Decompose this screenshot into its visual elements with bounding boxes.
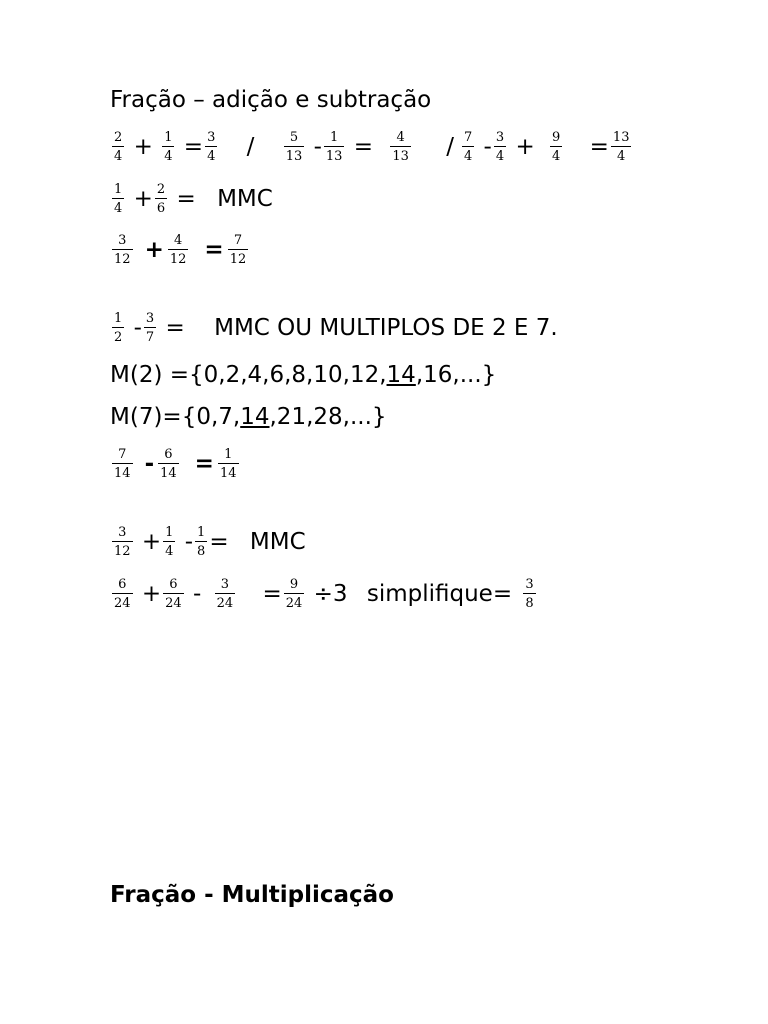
multiples-of-7: M(7)={0,7,14,21,28,...} bbox=[110, 404, 387, 430]
fraction: $\frac{5}{13}$ bbox=[285, 130, 303, 164]
title-addition-subtraction: Fração – adição e subtração bbox=[110, 87, 432, 113]
fraction: $\frac{6}{24}$ bbox=[165, 577, 182, 611]
operator: - bbox=[313, 133, 322, 160]
operator: - bbox=[184, 528, 194, 555]
mmc-label: MMC bbox=[217, 185, 273, 212]
fraction: $\frac{4}{12}$ bbox=[169, 233, 187, 267]
underlined-14: 14 bbox=[240, 404, 270, 430]
fraction: $\frac{1}{4}$ bbox=[114, 182, 123, 216]
equation-row-1 bbox=[110, 131, 633, 163]
operator: + bbox=[133, 185, 153, 212]
equation-row-7 bbox=[110, 448, 241, 480]
fraction: $\frac{2}{6}$ bbox=[156, 182, 166, 216]
operator: - bbox=[483, 133, 492, 160]
equation-row-3 bbox=[110, 234, 250, 266]
mmc-label: MMC bbox=[249, 528, 306, 555]
fraction: $\frac{3}{4}$ bbox=[495, 130, 505, 164]
divide-by-3: ÷3 bbox=[313, 580, 348, 607]
separator: / bbox=[246, 133, 255, 160]
fraction: $\frac{1}{2}$ bbox=[114, 311, 123, 345]
simplify-label: simplifique= bbox=[366, 580, 513, 607]
fraction: $\frac{1}{8}$ bbox=[197, 525, 206, 559]
operator: + bbox=[144, 236, 164, 263]
mmc-multiples-label: MMC OU MULTIPLOS DE 2 E 7. bbox=[214, 314, 558, 341]
operator: = bbox=[194, 450, 214, 477]
fraction: $\frac{7}{4}$ bbox=[463, 130, 473, 164]
equation-row-4 bbox=[110, 312, 558, 344]
fraction: $\frac{3}{12}$ bbox=[114, 525, 131, 559]
operator: - bbox=[133, 314, 142, 341]
equation-row-8 bbox=[110, 526, 306, 558]
operator: + bbox=[515, 133, 535, 160]
operator: = bbox=[209, 528, 229, 555]
operator: = bbox=[165, 314, 185, 341]
fraction: $\frac{13}{4}$ bbox=[612, 130, 630, 164]
fraction: $\frac{3}{7}$ bbox=[145, 311, 155, 345]
multiples-of-2: M(2) ={0,2,4,6,8,10,12,14,16,...} bbox=[110, 362, 497, 388]
equation-row-2 bbox=[110, 183, 273, 215]
fraction: $\frac{3}{8}$ bbox=[525, 577, 534, 611]
fraction: $\frac{3}{12}$ bbox=[114, 233, 131, 267]
operator: = bbox=[204, 236, 224, 263]
equation-row-9 bbox=[110, 578, 538, 610]
fraction: $\frac{1}{4}$ bbox=[164, 130, 173, 164]
operator: = bbox=[353, 133, 374, 160]
fraction: $\frac{9}{4}$ bbox=[552, 130, 561, 164]
fraction: $\frac{1}{13}$ bbox=[325, 130, 343, 164]
operator: = bbox=[589, 133, 609, 160]
operator: - bbox=[144, 450, 155, 477]
separator: / bbox=[446, 133, 454, 160]
operator: - bbox=[193, 580, 202, 607]
fraction: $\frac{9}{24}$ bbox=[285, 577, 303, 611]
fraction: $\frac{7}{12}$ bbox=[229, 233, 247, 267]
operator: + bbox=[141, 528, 162, 555]
fraction: $\frac{3}{4}$ bbox=[207, 130, 216, 164]
fraction: $\frac{4}{13}$ bbox=[392, 130, 409, 164]
operator: = bbox=[262, 580, 282, 607]
fraction: $\frac{6}{14}$ bbox=[160, 447, 177, 481]
underlined-14: 14 bbox=[386, 362, 416, 388]
operator: + bbox=[133, 133, 153, 160]
fraction: $\frac{1}{4}$ bbox=[165, 525, 174, 559]
operator: = bbox=[176, 185, 196, 212]
fraction: $\frac{6}{24}$ bbox=[114, 577, 131, 611]
operator: + bbox=[141, 580, 162, 607]
fraction: $\frac{2}{4}$ bbox=[114, 130, 123, 164]
title-multiplication: Fração - Multiplicação bbox=[110, 882, 394, 908]
fraction: $\frac{7}{14}$ bbox=[114, 447, 131, 481]
fraction: $\frac{3}{24}$ bbox=[216, 577, 234, 611]
fraction: $\frac{1}{14}$ bbox=[219, 447, 237, 481]
operator: = bbox=[183, 133, 204, 160]
